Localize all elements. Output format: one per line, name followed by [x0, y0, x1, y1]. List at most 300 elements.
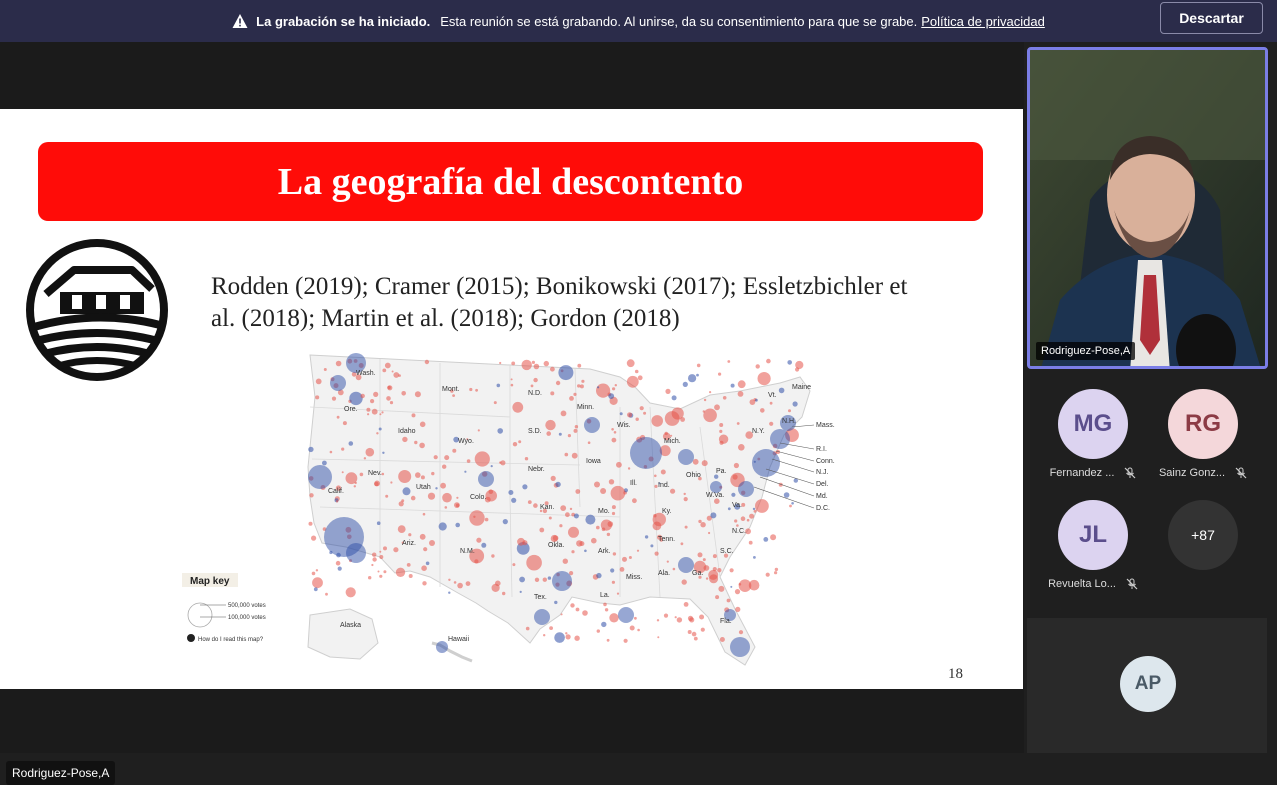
vote-bubble	[385, 363, 391, 369]
vote-bubble	[570, 508, 572, 510]
vote-bubble	[414, 441, 417, 444]
vote-bubble	[795, 367, 799, 371]
vote-bubble	[706, 577, 708, 579]
vote-bubble	[713, 554, 717, 558]
vote-bubble	[791, 502, 794, 505]
vote-bubble	[609, 613, 618, 622]
vote-bubble	[475, 451, 490, 466]
dismiss-button[interactable]: Descartar	[1160, 2, 1263, 34]
vote-bubble	[403, 487, 411, 495]
vote-bubble	[576, 540, 582, 546]
vote-bubble	[322, 461, 327, 466]
vote-bubble	[481, 543, 486, 548]
label-kan: Kan.	[540, 504, 555, 511]
vote-bubble	[638, 375, 643, 380]
alaska-shape	[308, 609, 378, 659]
vote-bubble	[737, 422, 740, 425]
vote-bubble	[763, 537, 768, 542]
vote-bubble	[681, 542, 684, 545]
vote-bubble	[607, 639, 610, 642]
vote-bubble	[739, 630, 743, 634]
label-wis: Wis.	[617, 422, 631, 429]
vote-bubble	[511, 378, 513, 380]
presenter-video	[1030, 50, 1268, 369]
vote-bubble	[571, 550, 574, 553]
slide-title: La geografía del descontento	[277, 160, 744, 203]
vote-bubble	[387, 385, 392, 390]
vote-bubble	[700, 522, 705, 527]
vote-bubble	[492, 584, 500, 592]
vote-bubble	[491, 465, 493, 467]
recording-banner	[0, 0, 1277, 42]
vote-bubble	[673, 568, 676, 571]
vote-bubble	[677, 617, 682, 622]
vote-bubble	[591, 538, 597, 544]
vote-bubble	[563, 559, 568, 564]
vote-bubble	[520, 591, 522, 593]
vote-bubble	[584, 550, 587, 553]
label-calif: Calif.	[328, 488, 344, 495]
vote-bubble	[398, 525, 406, 533]
participant-tile-mg[interactable]	[1032, 389, 1154, 489]
city-bubble	[618, 607, 634, 623]
presenter-name-label: Rodriguez-Pose,A	[6, 761, 115, 785]
vote-bubble	[551, 476, 556, 481]
label-wva: W.Va.	[706, 492, 725, 499]
vote-bubble	[694, 637, 698, 641]
vote-bubble	[338, 567, 342, 571]
vote-bubble	[528, 500, 532, 504]
city-bubble	[330, 375, 346, 391]
vote-bubble	[602, 528, 606, 532]
vote-bubble	[372, 553, 376, 557]
vote-bubble	[312, 572, 316, 576]
vote-bubble	[454, 581, 457, 584]
label-idaho: Idaho	[398, 428, 416, 435]
vote-bubble	[390, 401, 393, 404]
vote-bubble	[423, 513, 426, 516]
vote-bubble	[497, 384, 501, 388]
vote-bubble	[657, 619, 659, 621]
vote-bubble	[385, 495, 388, 498]
vote-bubble	[420, 422, 426, 428]
vote-bubble	[500, 460, 505, 465]
label-alaska: Alaska	[340, 622, 362, 629]
vote-bubble	[651, 415, 663, 427]
vote-bubble	[549, 517, 552, 520]
vote-bubble	[596, 384, 610, 398]
vote-bubble	[730, 586, 732, 588]
vote-bubble	[475, 389, 478, 392]
vote-bubble	[396, 568, 405, 577]
label-iowa: Iowa	[586, 458, 601, 465]
vote-bubble	[341, 448, 344, 451]
city-bubble	[752, 449, 780, 477]
map-key-help[interactable]: How do I read this map?	[198, 637, 264, 643]
vote-bubble	[545, 420, 555, 430]
label-fla: Fla.	[720, 618, 732, 625]
vote-bubble	[703, 558, 706, 561]
vote-bubble	[550, 367, 555, 372]
vote-bubble	[316, 379, 322, 385]
label-utah: Utah	[416, 484, 431, 491]
vote-bubble	[550, 391, 554, 395]
vote-bubble	[565, 453, 569, 457]
participant-tile-rg[interactable]	[1142, 389, 1264, 489]
label-nm: N.M.	[460, 548, 475, 555]
vote-bubble	[402, 437, 407, 442]
vote-bubble	[439, 522, 447, 530]
vote-bubble	[634, 617, 637, 620]
slide-title-bar	[38, 142, 983, 221]
label-maine: Maine	[792, 384, 812, 391]
vote-bubble	[640, 406, 644, 410]
vote-bubble	[574, 429, 578, 433]
label-dc: D.C.	[816, 505, 830, 512]
vote-bubble	[379, 555, 383, 559]
vote-bubble	[611, 428, 614, 431]
vote-bubble	[315, 395, 319, 399]
vote-bubble	[719, 430, 722, 433]
vote-bubble	[630, 626, 635, 631]
vote-bubble	[440, 483, 446, 489]
vote-bubble	[760, 408, 765, 413]
vote-bubble	[382, 473, 385, 476]
vote-bubble	[374, 482, 379, 487]
participant-name-rg: Sainz Gonz...	[1158, 467, 1226, 479]
vote-bubble	[555, 482, 560, 487]
vote-bubble	[703, 410, 705, 412]
presenter-video-tile[interactable]	[1027, 47, 1268, 369]
vote-bubble	[569, 396, 574, 401]
vote-bubble	[610, 568, 614, 572]
vote-bubble	[650, 544, 653, 547]
vote-bubble	[546, 431, 551, 436]
vote-bubble	[560, 505, 566, 511]
label-okla: Okla.	[548, 542, 565, 549]
references	[211, 271, 991, 335]
vote-bubble	[548, 576, 551, 579]
vote-bubble	[730, 568, 734, 572]
vote-bubble	[738, 380, 746, 388]
participant-tile-jl[interactable]	[1032, 500, 1154, 600]
vote-bubble	[376, 432, 378, 434]
avatar-mg: MG	[1058, 389, 1128, 459]
vote-bubble	[383, 570, 386, 573]
vote-bubble	[522, 484, 527, 489]
vote-bubble	[330, 451, 333, 454]
vote-bubble	[620, 412, 623, 415]
vote-bubble	[603, 603, 607, 607]
vote-bubble	[688, 616, 693, 621]
map-key	[182, 573, 266, 643]
vote-bubble	[457, 583, 463, 589]
vote-bubble	[749, 541, 753, 545]
label-tex: Tex.	[534, 594, 547, 601]
vote-bubble	[373, 392, 378, 397]
vote-bubble	[735, 607, 740, 612]
label-ri: R.I.	[816, 446, 827, 453]
label-ark: Ark.	[598, 548, 611, 555]
vote-bubble	[421, 475, 425, 479]
vote-bubble	[685, 526, 688, 529]
vote-bubble	[361, 394, 365, 398]
vote-bubble	[627, 412, 632, 417]
mic-muted-icon	[1124, 467, 1136, 479]
vote-bubble	[316, 569, 318, 571]
vote-bubble	[611, 486, 626, 501]
label-sd: S.D.	[528, 428, 542, 435]
vote-bubble	[709, 391, 711, 393]
vote-bubble	[575, 489, 580, 494]
vote-bubble	[755, 499, 769, 513]
label-va: Va.	[732, 502, 742, 509]
label-wyo: Wyo.	[458, 438, 474, 445]
vote-bubble	[789, 505, 792, 508]
city-bubble	[478, 471, 494, 487]
vote-bubble	[381, 411, 383, 413]
vote-bubble	[682, 579, 687, 584]
vote-bubble	[426, 562, 430, 566]
vote-bubble	[429, 540, 435, 546]
vote-bubble	[464, 471, 466, 473]
vote-bubble	[497, 428, 503, 434]
vote-bubble	[535, 578, 539, 582]
vote-bubble	[336, 500, 338, 502]
vote-bubble	[568, 434, 571, 437]
map-key-small: 100,000 votes	[228, 615, 266, 621]
vote-bubble	[544, 361, 549, 366]
vote-bubble	[597, 629, 600, 632]
vote-bubble	[559, 433, 562, 436]
city-bubble	[436, 641, 448, 653]
vote-bubble	[613, 552, 616, 555]
vote-bubble	[332, 397, 336, 401]
vote-bubble	[708, 570, 718, 580]
vote-bubble	[612, 438, 617, 443]
vote-bubble	[366, 408, 370, 412]
vote-bubble	[708, 532, 710, 534]
vote-bubble	[366, 448, 375, 457]
vote-bubble	[616, 462, 622, 468]
vote-bubble	[628, 467, 630, 469]
city-bubble	[678, 449, 694, 465]
vote-bubble	[466, 581, 471, 586]
label-nev: Nev.	[368, 470, 382, 477]
label-sc: S.C.	[720, 548, 734, 555]
vote-bubble	[561, 411, 567, 417]
vote-bubble	[585, 515, 595, 525]
privacy-link[interactable]: Política de privacidad	[921, 13, 1045, 29]
vote-bubble	[508, 490, 513, 495]
vote-bubble	[788, 409, 791, 412]
vote-bubble	[526, 555, 542, 571]
vote-bubble	[502, 592, 505, 595]
vote-bubble	[370, 399, 374, 403]
vote-bubble	[779, 388, 785, 394]
vote-bubble	[597, 386, 599, 388]
vote-bubble	[692, 632, 697, 637]
vote-bubble	[566, 634, 571, 639]
vote-bubble	[503, 519, 508, 524]
vote-bubble	[601, 622, 606, 627]
vote-bubble	[336, 561, 341, 566]
vote-bubble	[684, 497, 688, 501]
vote-bubble	[379, 428, 382, 431]
vote-bubble	[770, 534, 776, 540]
vote-bubble	[469, 388, 472, 391]
vote-bubble	[454, 502, 460, 508]
vote-bubble	[574, 636, 579, 641]
vote-bubble	[393, 372, 399, 378]
vote-bubble	[675, 616, 677, 618]
vote-bubble	[622, 557, 627, 562]
vote-bubble	[371, 564, 373, 566]
vote-bubble	[714, 475, 718, 479]
vote-bubble	[442, 493, 452, 503]
vote-bubble	[533, 378, 537, 382]
vote-bubble	[608, 521, 614, 527]
vote-bubble	[672, 395, 677, 400]
vote-bubble	[688, 630, 692, 634]
vote-bubble	[731, 493, 735, 497]
vote-bubble	[522, 360, 532, 370]
vote-bubble	[565, 632, 567, 634]
vote-bubble	[411, 496, 416, 501]
vote-bubble	[412, 413, 416, 417]
vote-bubble	[727, 360, 730, 363]
vote-bubble	[728, 507, 731, 510]
vote-bubble	[758, 372, 771, 385]
vote-bubble	[478, 429, 480, 431]
vote-bubble	[612, 387, 615, 390]
vote-bubble	[568, 527, 579, 538]
vote-bubble	[398, 374, 401, 377]
vote-bubble	[379, 575, 382, 578]
vote-bubble	[308, 447, 313, 452]
vote-bubble	[565, 512, 570, 517]
vote-bubble	[766, 359, 771, 364]
vote-bubble	[719, 423, 723, 427]
vote-bubble	[738, 391, 744, 397]
vote-bubble	[654, 475, 657, 478]
vote-bubble	[665, 389, 670, 394]
vote-bubble	[549, 626, 553, 630]
vote-bubble	[431, 472, 434, 475]
vote-bubble	[533, 503, 538, 508]
vote-bubble	[607, 533, 610, 536]
vote-bubble	[448, 592, 450, 594]
vote-bubble	[512, 402, 523, 413]
vote-bubble	[491, 554, 494, 557]
vote-bubble	[793, 401, 798, 406]
city-bubble	[770, 429, 790, 449]
label-ny: N.Y.	[752, 428, 765, 435]
vote-bubble	[753, 508, 755, 510]
vote-bubble	[343, 421, 347, 425]
vote-bubble	[738, 444, 745, 451]
vote-bubble	[731, 384, 735, 388]
participant-name-jl: Revuelta Lo...	[1048, 578, 1116, 590]
vote-bubble	[494, 401, 497, 404]
vote-bubble	[337, 416, 340, 419]
vote-bubble	[349, 441, 354, 446]
vote-bubble	[386, 396, 391, 401]
vote-bubble	[643, 412, 646, 415]
vote-bubble	[698, 552, 703, 557]
vote-bubble	[667, 561, 669, 563]
label-mich: Mich.	[664, 438, 681, 445]
vote-bubble	[596, 526, 600, 530]
label-ariz: Ariz.	[402, 540, 416, 547]
vote-bubble	[766, 573, 770, 577]
info-icon	[187, 634, 195, 642]
vote-bubble	[383, 546, 387, 550]
label-md: Md.	[816, 493, 828, 500]
vote-bubble	[448, 579, 450, 581]
vote-bubble	[525, 457, 528, 460]
more-participants-tile[interactable]	[1142, 500, 1264, 600]
vote-bubble	[727, 599, 731, 603]
vote-bubble	[312, 577, 323, 588]
city-bubble	[738, 481, 754, 497]
vote-bubble	[518, 440, 521, 443]
vote-bubble	[519, 577, 525, 583]
presentation-slide	[0, 109, 1023, 689]
vote-bubble	[573, 393, 576, 396]
vote-bubble	[511, 362, 515, 366]
vote-bubble	[710, 512, 716, 518]
vote-bubble	[756, 364, 760, 368]
vote-bubble	[612, 512, 615, 515]
vote-bubble	[419, 443, 425, 449]
vote-bubble	[749, 514, 754, 519]
vote-bubble	[554, 601, 557, 604]
vote-bubble	[401, 499, 404, 502]
avatar-ap[interactable]: AP	[1120, 656, 1176, 712]
vote-bubble	[561, 613, 563, 615]
vote-bubble	[627, 359, 635, 367]
vote-bubble	[393, 547, 398, 552]
city-bubble	[730, 637, 750, 657]
label-nd: N.D.	[528, 390, 542, 397]
vote-bubble	[747, 519, 750, 522]
vote-bubble	[784, 492, 790, 498]
vote-bubble	[511, 384, 514, 387]
vote-bubble	[543, 578, 547, 582]
references-line-1: Rodden (2019); Cramer (2015); Bonikowski (2017); Essletzbichler et	[211, 273, 908, 300]
banner-title: La grabación se ha iniciado.	[256, 13, 431, 29]
vote-bubble	[314, 587, 318, 591]
vote-bubble	[612, 505, 616, 509]
vote-bubble	[635, 370, 639, 374]
more-participants-count[interactable]: +87	[1168, 500, 1238, 570]
vote-bubble	[367, 413, 369, 415]
vote-bubble	[511, 498, 516, 503]
vote-bubble	[775, 568, 778, 571]
vote-bubble	[336, 361, 342, 367]
vote-bubble	[717, 568, 721, 572]
vote-bubble	[574, 514, 579, 519]
vote-bubble	[657, 636, 659, 638]
label-ill: Ill.	[630, 480, 637, 487]
vote-bubble	[645, 535, 648, 538]
banner-message: Esta reunión se está grabando. Al unirse, da su consentimiento para que se grabe.	[440, 13, 918, 29]
city-bubble	[630, 437, 662, 469]
label-wash: Wash.	[356, 370, 376, 377]
label-tenn: Tenn.	[658, 536, 676, 543]
vote-bubble	[719, 435, 728, 444]
